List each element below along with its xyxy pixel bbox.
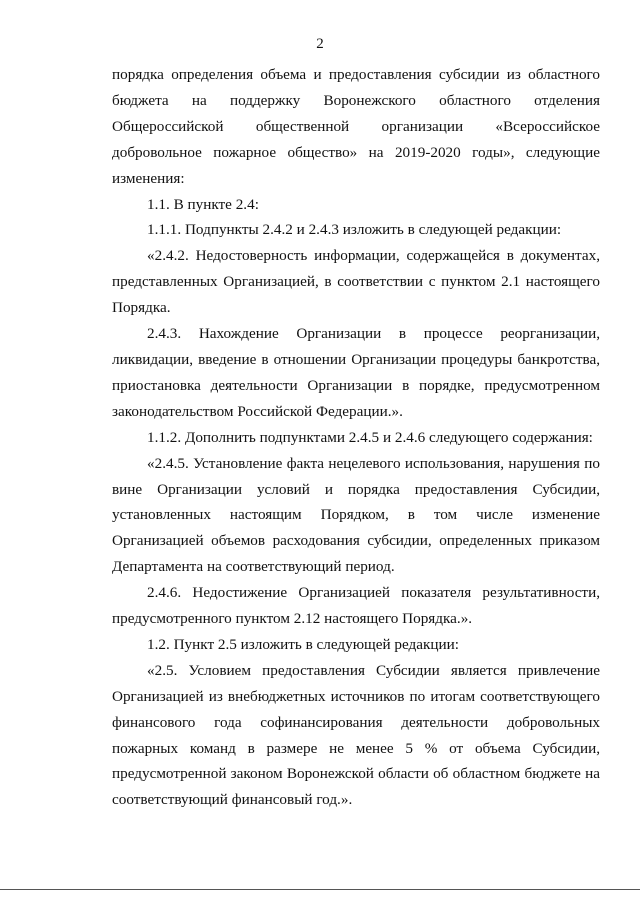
document-body xyxy=(112,62,600,813)
paragraph-item-2-4-5: «2.4.5. Установление факта нецелевого использования, нарушения по вине Организации условий и порядка предоставления Субсидии, установленных настоящим Порядком, в том числе изменение Организацией объемов расходования субсидии, определенных приказом Департамента на соответствующий период. xyxy=(112,454,600,576)
paragraph-item-1-1-1: 1.1.1. Подпункты 2.4.2 и 2.4.3 изложить в следующей редакции: xyxy=(147,221,562,239)
paragraph-intro: порядка определения объема и предоставления субсидии из областного бюджета на поддержку Воронежского областного отделения Общероссийской общественной организации «Всероссийское добровольное пожарное общество» на 2019-2020 годы», следующие изменения: xyxy=(112,66,600,187)
paragraph-item-2-4-3: 2.4.3. Нахождение Организации в процессе реорганизации, ликвидации, введение в отношении Организации процедуры банкротства, приостановка деятельности Организации в порядке, предусмотренном законодательством Российской Федерации.». xyxy=(112,325,600,420)
paragraph-item-1-1: 1.1. В пункте 2.4: xyxy=(147,195,259,213)
page-bottom-divider xyxy=(0,889,640,890)
paragraph-item-1-1-2: 1.1.2. Дополнить подпунктами 2.4.5 и 2.4.6 следующего содержания: xyxy=(147,428,593,446)
page-number: 2 xyxy=(316,36,324,52)
paragraph-item-2-5: «2.5. Условием предоставления Субсидии является привлечение Организацией из внебюджетных источников по итогам соответствующего финансового года софинансирования деятельности добровольных пожарных команд в размере не менее 5 % от объема Субсидии, предусмотренной законом Воронежской области об областном бюджете на соответствующий финансовый год.». xyxy=(112,661,600,809)
paragraph-item-2-4-2: «2.4.2. Недостоверность информации, содержащейся в документах, представленных Организацией, в соответствии с пунктом 2.1 настоящего Порядка. xyxy=(112,247,600,317)
paragraph-item-1-2: 1.2. Пункт 2.5 изложить в следующей редакции: xyxy=(147,635,460,653)
paragraph-item-2-4-6: 2.4.6. Недостижение Организацией показателя результативности, предусмотренного пунктом 2.12 настоящего Порядка.». xyxy=(112,584,600,628)
